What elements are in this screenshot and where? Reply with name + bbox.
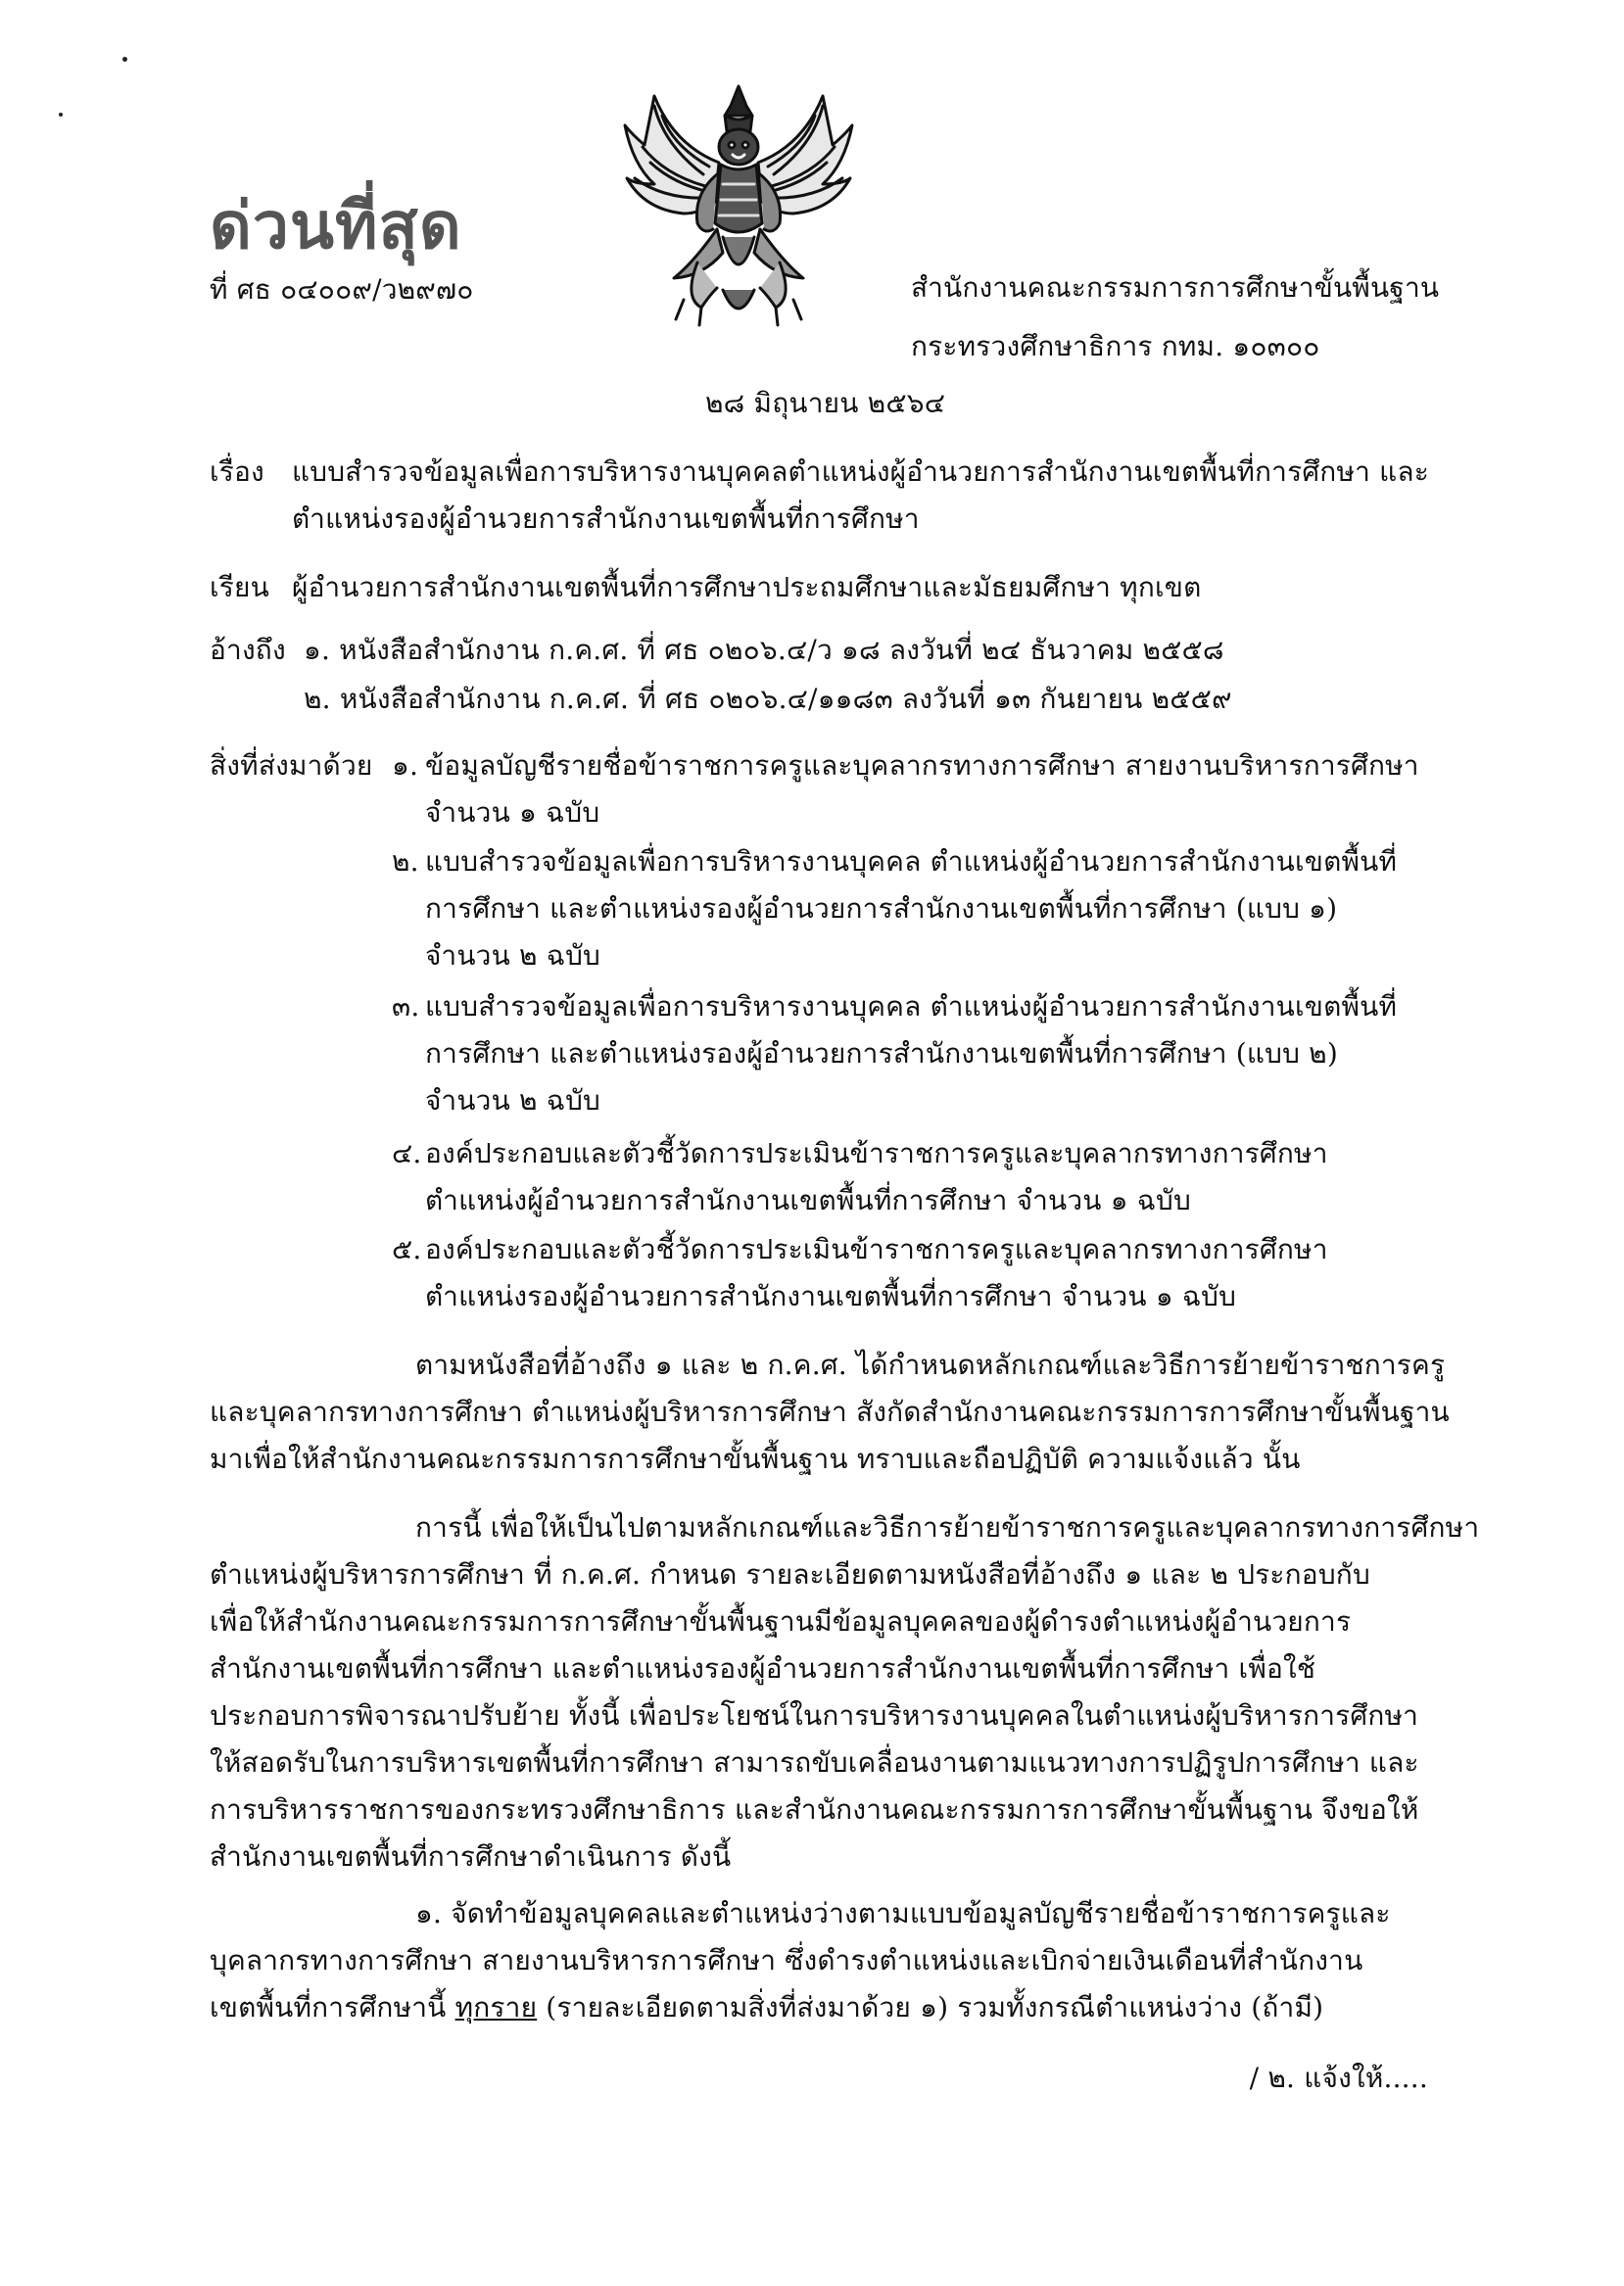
body-paragraph-line: มาเพื่อให้สำนักงานคณะกรรมการการศึกษาขั้นพื้นฐาน ทราบและถือปฏิบัติ ความแจ้งแล้ว นั้น xyxy=(210,1443,1301,1475)
scan-speck xyxy=(122,57,127,62)
enclosure-number: ๑. xyxy=(392,749,419,782)
body-paragraph-line: เพื่อให้สำนักงานคณะกรรมการการศึกษาขั้นพื้นฐานมีข้อมูลบุคคลของผู้ดำรงตำแหน่งผู้อำนวยการ xyxy=(210,1605,1352,1638)
enclosure-line: จำนวน ๒ ฉบับ xyxy=(425,1084,601,1117)
body-paragraph-line: และบุคลากรทางการศึกษา ตำแหน่งผู้บริหารการศึกษา สังกัดสำนักงานคณะกรรมการการศึกษาขั้นพื้นฐาน xyxy=(210,1396,1450,1428)
body-paragraph-line: การบริหารราชการของกระทรวงศึกษาธิการ และสำนักงานคณะกรรมการการศึกษาขั้นพื้นฐาน จึงขอให้ xyxy=(210,1793,1419,1826)
enclosure-line: ข้อมูลบัญชีรายชื่อข้าราชการครูและบุคลากรทางการศึกษา สายงานบริหารการศึกษา xyxy=(425,749,1419,782)
reference-number: ที่ ศธ ๐๔๐๐๙/ว๒๙๗๐ xyxy=(210,273,474,306)
enclosure-number: ๓. xyxy=(392,990,420,1023)
page-continuation: / ๒. แจ้งให้..... xyxy=(1249,2062,1428,2094)
emphasis-text: ทุกราย xyxy=(454,1991,538,2024)
body-paragraph-line: ๑. จัดทำข้อมูลบุคคลและตำแหน่งว่างตามแบบข้อมูลบัญชีรายชื่อข้าราชการครูและ xyxy=(415,1897,1391,1929)
reference-item: ๑. หนังสือสำนักงาน ก.ค.ศ. ที่ ศธ ๐๒๐๖.๔/ว ๑๘ ลงวันที่ ๒๔ ธันวาคม ๒๕๕๘ xyxy=(304,634,1224,666)
body-text: เขตพื้นที่การศึกษานี้ xyxy=(210,1991,455,2024)
enclosure-number: ๔. xyxy=(392,1137,422,1169)
reference-item: ๒. หนังสือสำนักงาน ก.ค.ศ. ที่ ศธ ๐๒๐๖.๔/๑๑๘๓ ลงวันที่ ๑๓ กันยายน ๒๕๕๙ xyxy=(304,683,1232,715)
subject-label: เรื่อง xyxy=(210,455,264,488)
urgency-stamp: ด่วนที่สุด xyxy=(210,187,462,263)
addressee-text: ผู้อำนวยการสำนักงานเขตพื้นที่การศึกษาประถมศึกษาและมัธยมศึกษา ทุกเขต xyxy=(292,571,1202,603)
enclosure-line: จำนวน ๒ ฉบับ xyxy=(425,939,601,972)
enclosure-line: องค์ประกอบและตัวชี้วัดการประเมินข้าราชการครูและบุคลากรทางการศึกษา xyxy=(425,1137,1328,1169)
enclosure-line: แบบสำรวจข้อมูลเพื่อการบริหารงานบุคคล ตำแหน่งผู้อำนวยการสำนักงานเขตพื้นที่ xyxy=(425,845,1398,878)
references-label: อ้างถึง xyxy=(210,634,286,666)
enclosure-line: การศึกษา และตำแหน่งรองผู้อำนวยการสำนักงานเขตพื้นที่การศึกษา (แบบ ๒) xyxy=(425,1037,1338,1070)
body-paragraph-line: ตำแหน่งผู้บริหารการศึกษา ที่ ก.ค.ศ. กำหนด รายละเอียดตามหนังสือที่อ้างถึง ๑ และ ๒ ประกอบกับ xyxy=(210,1558,1370,1591)
issuing-office: สำนักงานคณะกรรมการการศึกษาขั้นพื้นฐาน xyxy=(911,271,1440,304)
body-paragraph-line: ประกอบการพิจารณาปรับย้าย ทั้งนี้ เพื่อประโยชน์ในการบริหารงานบุคคลในตำแหน่งผู้บริหารการศึกษา xyxy=(210,1699,1419,1732)
body-paragraph-line: สำนักงานเขตพื้นที่การศึกษาดำเนินการ ดังนี้ xyxy=(210,1840,732,1873)
enclosure-line: ตำแหน่งรองผู้อำนวยการสำนักงานเขตพื้นที่การศึกษา จำนวน ๑ ฉบับ xyxy=(425,1280,1237,1312)
body-paragraph-line: ให้สอดรับในการบริหารเขตพื้นที่การศึกษา สามารถขับเคลื่อนงานตามแนวทางการปฏิรูปการศึกษา และ xyxy=(210,1746,1419,1779)
document-date: ๒๘ มิถุนายน ๒๕๖๔ xyxy=(705,387,946,419)
enclosure-line: จำนวน ๑ ฉบับ xyxy=(425,796,600,829)
body-text: (รายละเอียดตามสิ่งที่ส่งมาด้วย ๑) รวมทั้งกรณีตำแหน่งว่าง (ถ้ามี) xyxy=(537,1991,1324,2024)
body-paragraph-line: สำนักงานเขตพื้นที่การศึกษา และตำแหน่งรองผู้อำนวยการสำนักงานเขตพื้นที่การศึกษา เพื่อใช้ xyxy=(210,1652,1316,1685)
body-paragraph-line xyxy=(210,1990,1323,2025)
enclosure-line: แบบสำรวจข้อมูลเพื่อการบริหารงานบุคคล ตำแหน่งผู้อำนวยการสำนักงานเขตพื้นที่ xyxy=(425,990,1398,1023)
issuing-ministry-address: กระทรวงศึกษาธิการ กทม. ๑๐๓๐๐ xyxy=(911,330,1320,362)
addressee-label: เรียน xyxy=(210,571,269,603)
garuda-emblem-icon xyxy=(615,76,862,329)
body-paragraph-line: การนี้ เพื่อให้เป็นไปตามหลักเกณฑ์และวิธีการย้ายข้าราชการครูและบุคลากรทางการศึกษา xyxy=(415,1511,1480,1544)
subject-line: ตำแหน่งรองผู้อำนวยการสำนักงานเขตพื้นที่การศึกษา xyxy=(292,502,920,535)
enclosure-line: องค์ประกอบและตัวชี้วัดการประเมินข้าราชการครูและบุคลากรทางการศึกษา xyxy=(425,1233,1328,1265)
body-paragraph-line: ตามหนังสือที่อ้างถึง ๑ และ ๒ ก.ค.ศ. ได้กำหนดหลักเกณฑ์และวิธีการย้ายข้าราชการครู xyxy=(415,1349,1446,1381)
enclosure-number: ๕. xyxy=(392,1233,422,1265)
enclosures-label: สิ่งที่ส่งมาด้วย xyxy=(210,749,373,782)
enclosure-line: การศึกษา และตำแหน่งรองผู้อำนวยการสำนักงานเขตพื้นที่การศึกษา (แบบ ๑) xyxy=(425,892,1338,925)
enclosure-number: ๒. xyxy=(392,845,419,878)
enclosure-line: ตำแหน่งผู้อำนวยการสำนักงานเขตพื้นที่การศึกษา จำนวน ๑ ฉบับ xyxy=(425,1184,1191,1216)
subject-line: แบบสำรวจข้อมูลเพื่อการบริหารงานบุคคลตำแหน่งผู้อำนวยการสำนักงานเขตพื้นที่การศึกษา และ xyxy=(292,455,1429,488)
body-paragraph-line: บุคลากรทางการศึกษา สายงานบริหารการศึกษา ซึ่งดำรงตำแหน่งและเบิกจ่ายเงินเดือนที่สำนักงาน xyxy=(210,1944,1363,1976)
scan-speck xyxy=(59,113,63,117)
